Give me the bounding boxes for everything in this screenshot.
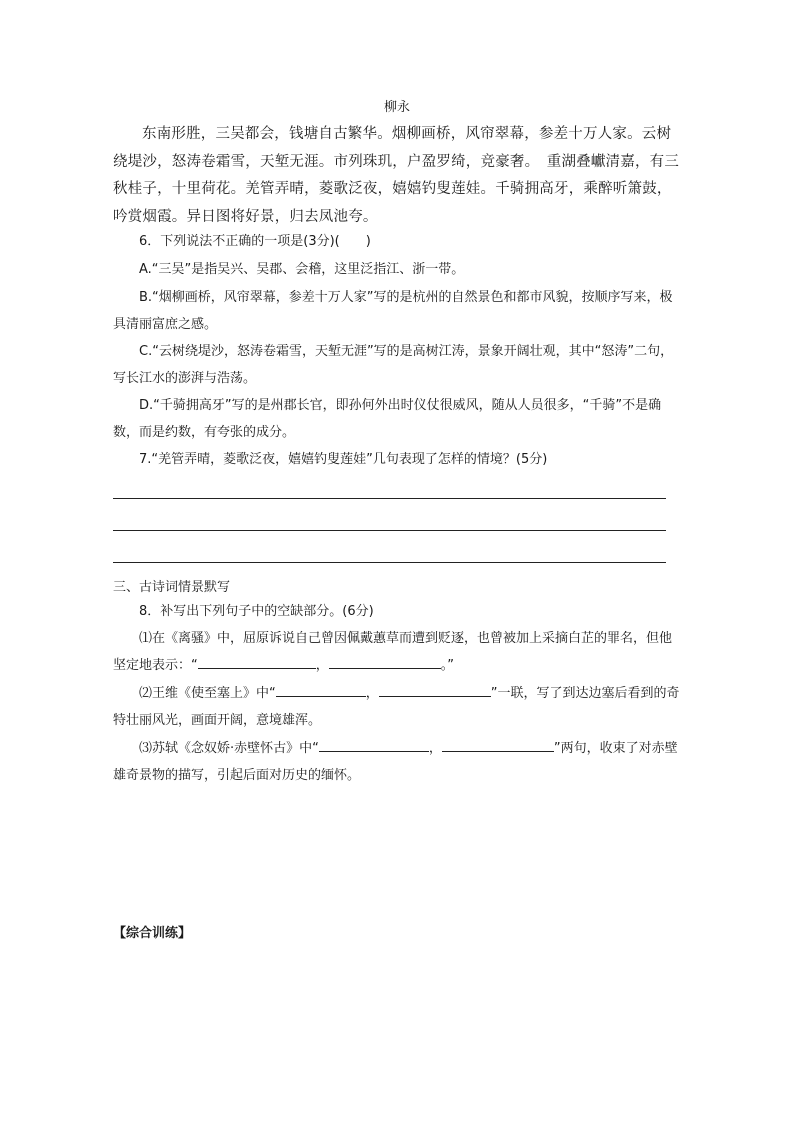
item-3-text: ⑶苏轼《念奴娇·赤壁怀古》中“ — [139, 741, 319, 756]
answer-line-2[interactable] — [113, 530, 666, 531]
question-8-item-2 — [113, 680, 683, 734]
blank-3a[interactable] — [319, 737, 429, 752]
answer-line-1[interactable] — [113, 498, 666, 499]
item-1-end: 。” — [440, 658, 455, 673]
question-8-item-3 — [113, 735, 683, 789]
item-1-text: ⑴在《离骚》中，屈原诉说自己曾因佩戴蕙草而遭到贬逐，也曾被加上采摘白芷的罪名，但他坚定地表示：“ — [113, 631, 673, 673]
item-3-rest: ”两句，收束了对赤壁雄奇景物的描写，引起后面对历史的缅怀。 — [113, 741, 678, 783]
question-6-option-b: B.“烟柳画桥，风帘翠幕，参差十万人家”写的是杭州的自然景色和都市风貌，按顺序写来，极具清丽富庶之感。 — [113, 290, 673, 332]
question-8-item-1 — [113, 625, 683, 679]
poem-author: 柳永 — [383, 100, 410, 115]
question-8-stem: 8．补写出下列句子中的空缺部分。(6分) — [139, 604, 374, 619]
answer-line-3[interactable] — [113, 562, 666, 563]
item-2-text: ⑵王维《使至塞上》中“ — [139, 686, 276, 701]
question-6-option-c: C.“云树绕堤沙，怒涛卷霜雪，天堑无涯”写的是高树江涛，景象开阔壮观，其中“怒涛”二句，写长江水的澎湃与浩荡。 — [113, 344, 674, 386]
question-6-option-d: D.“千骑拥高牙”写的是州郡长官，即孙何外出时仪仗很威风，随从人员很多，“千骑”不是确数，而是约数，有夸张的成分。 — [113, 398, 662, 440]
item-3-sep: ， — [428, 741, 442, 756]
blank-2b[interactable] — [379, 682, 491, 697]
blank-1b[interactable] — [329, 654, 441, 669]
poem-text: 东南形胜，三吴都会，钱塘自古繁华。烟柳画桥，风帘翠幕，参差十万人家。云树绕堤沙，怒涛卷霜雪，天堑无涯。市列珠玑，户盈罗绮，竞豪奢。 重湖叠巘清嘉，有三秋桂子，十里荷花。羌管弄晴，菱歌泛夜，嬉嬉钓叟莲娃。千骑拥高牙，乘醉听箫鼓，吟赏烟霞。异日图将好景，归去凤池夸。 — [113, 126, 680, 225]
blank-2a[interactable] — [276, 682, 366, 697]
question-6-stem: 6．下列说法不正确的一项是(3分)( ) — [139, 234, 371, 249]
comprehensive-training-label: 【综合训练】 — [113, 926, 192, 941]
blank-1a[interactable] — [198, 654, 316, 669]
question-7-stem: 7.“羌管弄晴，菱歌泛夜，嬉嬉钓叟莲娃”几句表现了怎样的情境？(5分) — [139, 452, 548, 467]
question-6-option-a: A.“三吴”是指吴兴、吴郡、会稽，这里泛指江、浙一带。 — [139, 262, 465, 277]
blank-3b[interactable] — [442, 737, 554, 752]
section-3-title: 三、古诗词情景默写 — [113, 580, 231, 595]
item-2-sep: ， — [365, 686, 379, 701]
item-2-rest: ”一联，写了到达边塞后看到的奇特壮丽风光，画面开阔，意境雄浑。 — [113, 686, 680, 728]
item-1-sep: ， — [315, 658, 329, 673]
